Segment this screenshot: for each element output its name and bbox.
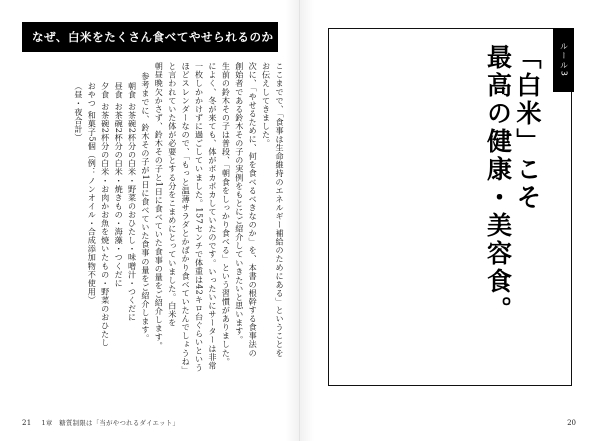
rule-tab: [553, 28, 574, 92]
gutter-shadow-right: [300, 0, 314, 441]
left-page-body: [14, 62, 286, 407]
body-line: によく、冬が来ても、体がポカポカしていたのです。いったいにサーターは非常: [207, 62, 218, 370]
body-line-meal: 朝食 お茶碗2杯分の白米・野菜のおひたし・味噌汁・つくだに: [127, 82, 138, 322]
body-line: 参考までに、鈴木その子が1日に食べていた食事の量をご紹介します。: [140, 72, 151, 343]
body-line-meal: 昼食 お茶碗2杯分の白米・焼きもの・海藻・つくだに: [114, 82, 125, 288]
right-page-title: [483, 44, 542, 344]
body-line: 朝昼晩欠かさず、鈴木その子と1日に食べていた食事の量をご紹介します。: [154, 62, 165, 350]
title-line: 最高の健康・美容食。: [483, 44, 513, 324]
body-line: お伝えしてきました。: [261, 62, 272, 148]
body-line-meal: （昼・夜合計）: [73, 82, 84, 142]
title-line: 「白米」こそ: [513, 44, 542, 212]
chapter-header-title: なぜ、白米をたくさん食べてやせられるのか: [32, 32, 274, 44]
rule-tab-label: ルール3: [559, 42, 569, 78]
body-line: と言われていた体が必要とする分をこまめにとっていました。白米を: [167, 62, 178, 328]
body-line: ここまでで、「食事は生命維持のエネルギー補給のためにある」ということを: [275, 62, 285, 358]
right-page-number: 20: [567, 419, 576, 427]
right-page: [300, 0, 600, 441]
body-line: 一枚しかかけずに過ごしていました。157センチで体重は42キロ台ぐらいという: [194, 62, 205, 373]
running-head: 1章 糖質制限は「当がやつれるダイエット」: [41, 419, 180, 427]
body-line-meal: 夕食 お茶碗2杯分の白米・お肉かお魚を焼いたもの・野菜のおひたし: [100, 82, 111, 348]
body-line: 創始者である鈴木その子の実例をもとにご紹介していきたいと思います。: [234, 62, 245, 345]
body-line: 次に、「やせるために、何を食べるべきなのか」を、本書の根幹する食事法の: [248, 62, 259, 358]
left-page-number: 21: [22, 419, 32, 427]
gutter-shadow-left: [285, 0, 299, 441]
body-line: ほどスレンダーなので、「もっと温薄サラダとかばかり食べていたんでしょうね」: [181, 62, 192, 375]
chapter-header-bar: [22, 22, 278, 52]
body-line: 生前の鈴木その子は普段、「朝食をしっかり食べる」という習慣がありました。: [221, 62, 232, 366]
body-line-meal: おやつ 和菓子5個（例：ノンオイル・合成添加物不使用）: [87, 82, 98, 305]
left-page-footer: [22, 418, 179, 427]
